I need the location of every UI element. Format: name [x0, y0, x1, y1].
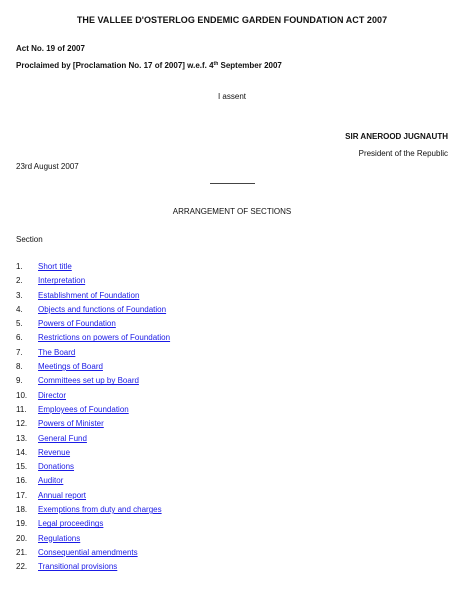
- toc-item: [16, 405, 170, 419]
- assent-date: 23rd August 2007: [16, 162, 79, 171]
- toc-item-number: 17.: [16, 490, 28, 500]
- signer-name: SIR ANEROOD JUGNAUTH: [345, 132, 448, 141]
- toc-item: [16, 362, 170, 376]
- proclamation-text: Proclaimed by [Proclamation No. 17 of 2007] w.e.f. 4: [16, 61, 214, 70]
- toc-item-number: 19.: [16, 519, 28, 529]
- toc-item-number: 18.: [16, 505, 28, 515]
- toc-item: [16, 548, 170, 562]
- toc-item-number: 5.: [16, 319, 23, 329]
- toc-item: [16, 319, 170, 333]
- separator-rule: [210, 183, 255, 184]
- toc-section-link[interactable]: Legal proceedings: [38, 519, 104, 529]
- proclamation-ordinal-suffix: th: [213, 61, 219, 67]
- toc-item-number: 2.: [16, 276, 23, 286]
- toc-item-number: 12.: [16, 419, 28, 429]
- signer-role: President of the Republic: [358, 149, 448, 158]
- document-title: THE VALLEE D'OSTERLOG ENDEMIC GARDEN FOUNDATION ACT 2007: [76, 15, 388, 25]
- toc-section-link[interactable]: Director: [38, 390, 67, 400]
- toc-item: [16, 262, 170, 276]
- toc-section-link[interactable]: Short title: [38, 262, 72, 271]
- toc-section-link[interactable]: Consequential amendments: [38, 547, 138, 557]
- toc-item: [16, 348, 170, 362]
- toc-item: [16, 476, 170, 490]
- toc-item-number: 3.: [16, 290, 23, 300]
- toc-item-number: 7.: [16, 347, 23, 357]
- sections-list: [16, 262, 170, 577]
- toc-section-link[interactable]: Interpretation: [38, 276, 86, 286]
- toc-item-number: 16.: [16, 476, 28, 486]
- toc-item-number: 11.: [16, 404, 27, 414]
- toc-item-number: 1.: [16, 262, 23, 271]
- toc-item-number: 20.: [16, 533, 28, 543]
- toc-section-link[interactable]: Objects and functions of Foundation: [38, 304, 167, 314]
- toc-section-link[interactable]: Exemptions from duty and charges: [38, 505, 162, 515]
- toc-item: [16, 462, 170, 476]
- toc-item: [16, 448, 170, 462]
- proclamation-month-year: September 2007: [218, 61, 282, 70]
- toc-item-number: 14.: [16, 447, 28, 457]
- toc-item-number: 22.: [16, 562, 28, 572]
- toc-item-number: 21.: [16, 547, 28, 557]
- toc-section-link[interactable]: Employees of Foundation: [38, 404, 129, 414]
- toc-section-link[interactable]: Committees set up by Board: [38, 376, 139, 386]
- toc-item-number: 10.: [16, 390, 28, 400]
- toc-section-link[interactable]: Regulations: [38, 533, 81, 543]
- toc-item: [16, 505, 170, 519]
- toc-section-link[interactable]: General Fund: [38, 433, 87, 443]
- toc-item: [16, 391, 170, 405]
- section-column-label: Section: [16, 235, 43, 244]
- toc-item: [16, 519, 170, 533]
- proclamation-line: [16, 61, 282, 70]
- toc-item: [16, 376, 170, 390]
- toc-item: [16, 491, 170, 505]
- toc-item: [16, 419, 170, 433]
- toc-item-number: 9.: [16, 376, 23, 386]
- assent-text: I assent: [217, 92, 246, 101]
- toc-item-number: 4.: [16, 304, 23, 314]
- toc-item-number: 8.: [16, 362, 23, 372]
- toc-section-link[interactable]: Powers of Foundation: [38, 319, 116, 329]
- toc-item: [16, 305, 170, 319]
- toc-section-link[interactable]: Restrictions on powers of Foundation: [38, 333, 171, 343]
- toc-item-number: 13.: [16, 433, 28, 443]
- toc-section-link[interactable]: Revenue: [38, 447, 71, 457]
- toc-item: [16, 333, 170, 347]
- toc-section-link[interactable]: Transitional provisions: [38, 562, 118, 572]
- toc-item: [16, 291, 170, 305]
- toc-item: [16, 276, 170, 290]
- toc-item: [16, 562, 170, 576]
- act-number: Act No. 19 of 2007: [16, 44, 85, 53]
- toc-section-link[interactable]: Auditor: [38, 476, 64, 486]
- toc-item-number: 15.: [16, 462, 28, 472]
- toc-item-number: 6.: [16, 333, 23, 343]
- toc-section-link[interactable]: The Board: [38, 347, 76, 357]
- toc-section-link[interactable]: Meetings of Board: [38, 362, 103, 372]
- toc-item: [16, 434, 170, 448]
- toc-section-link[interactable]: Donations: [38, 462, 75, 472]
- toc-section-link[interactable]: Annual report: [38, 490, 87, 500]
- toc-section-link[interactable]: Powers of Minister: [38, 419, 104, 429]
- toc-section-link[interactable]: Establishment of Foundation: [38, 290, 140, 300]
- toc-item: [16, 534, 170, 548]
- arrangement-heading: ARRANGEMENT OF SECTIONS: [172, 207, 292, 216]
